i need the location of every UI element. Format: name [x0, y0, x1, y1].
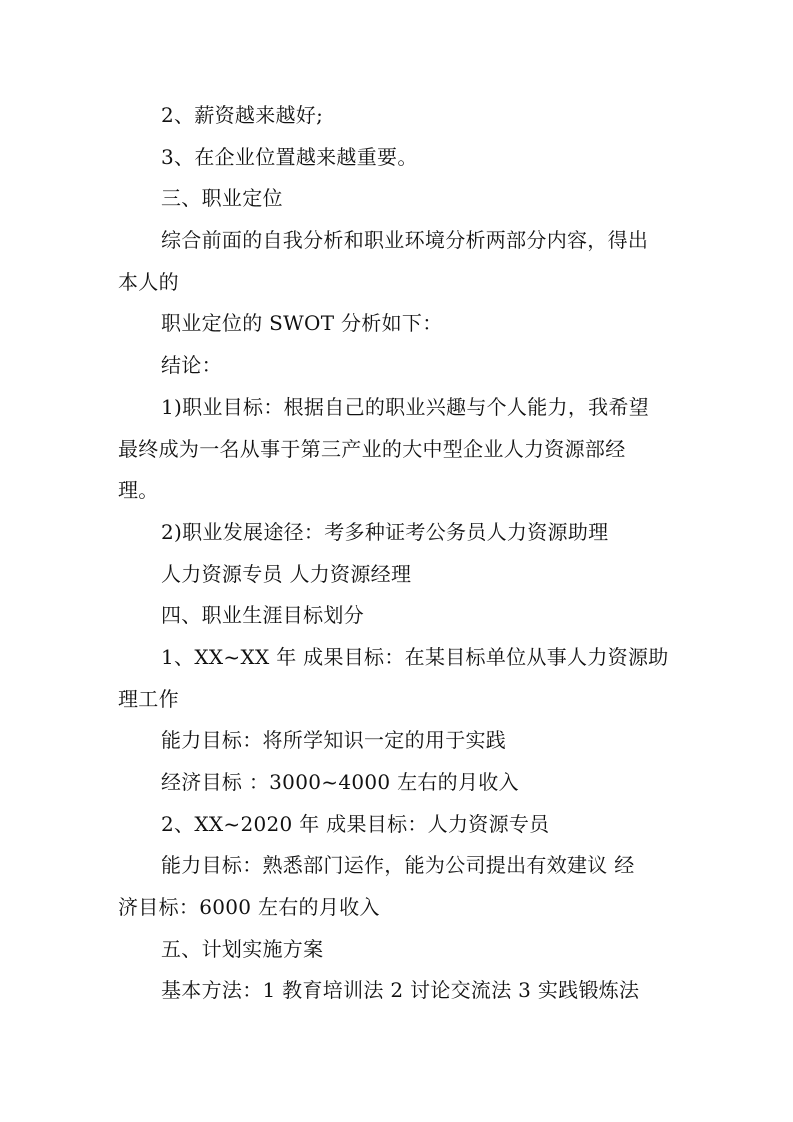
- text-line: 职业定位的 SWOT 分析如下：: [161, 311, 443, 336]
- text-line: 人力资源专员 人力资源经理: [161, 561, 412, 586]
- text-line: 能力目标：熟悉部门运作，能为公司提出有效建议 经: [161, 853, 635, 878]
- text-line: 济目标：6000 左右的月收入: [118, 895, 380, 920]
- text-line: 最终成为一名从事于第三产业的大中型企业人力资源部经: [118, 436, 626, 461]
- section-heading: 四、职业生涯目标划分: [161, 603, 364, 628]
- text-line: 基本方法：1 教育培训法 2 讨论交流法 3 实践锻炼法: [161, 978, 640, 1003]
- text-line: 理工作: [118, 686, 179, 711]
- text-line: 综合前面的自我分析和职业环境分析两部分内容，得出: [161, 228, 649, 253]
- text-line: 理。: [118, 478, 159, 503]
- section-heading: 三、职业定位: [161, 186, 283, 211]
- text-line: 本人的: [118, 269, 179, 294]
- text-line: 1、XX~XX 年 成果目标：在某目标单位从事人力资源助: [161, 644, 669, 669]
- section-heading: 五、计划实施方案: [161, 936, 324, 961]
- text-line: 1)职业目标：根据自己的职业兴趣与个人能力，我希望: [161, 394, 650, 419]
- text-line: 3、在企业位置越来越重要。: [161, 144, 418, 169]
- text-line: 2、薪资越来越好;: [161, 103, 324, 127]
- text-line: 结论：: [161, 353, 222, 378]
- text-line: 2)职业发展途径：考多种证考公务员人力资源助理: [161, 519, 609, 544]
- text-line: 能力目标：将所学知识一定的用于实践: [161, 728, 507, 753]
- text-line: 2、XX~2020 年 成果目标：人力资源专员: [161, 811, 550, 836]
- text-line: 经济目标 ：3000~4000 左右的月收入: [161, 770, 519, 794]
- document-body: [118, 95, 678, 1012]
